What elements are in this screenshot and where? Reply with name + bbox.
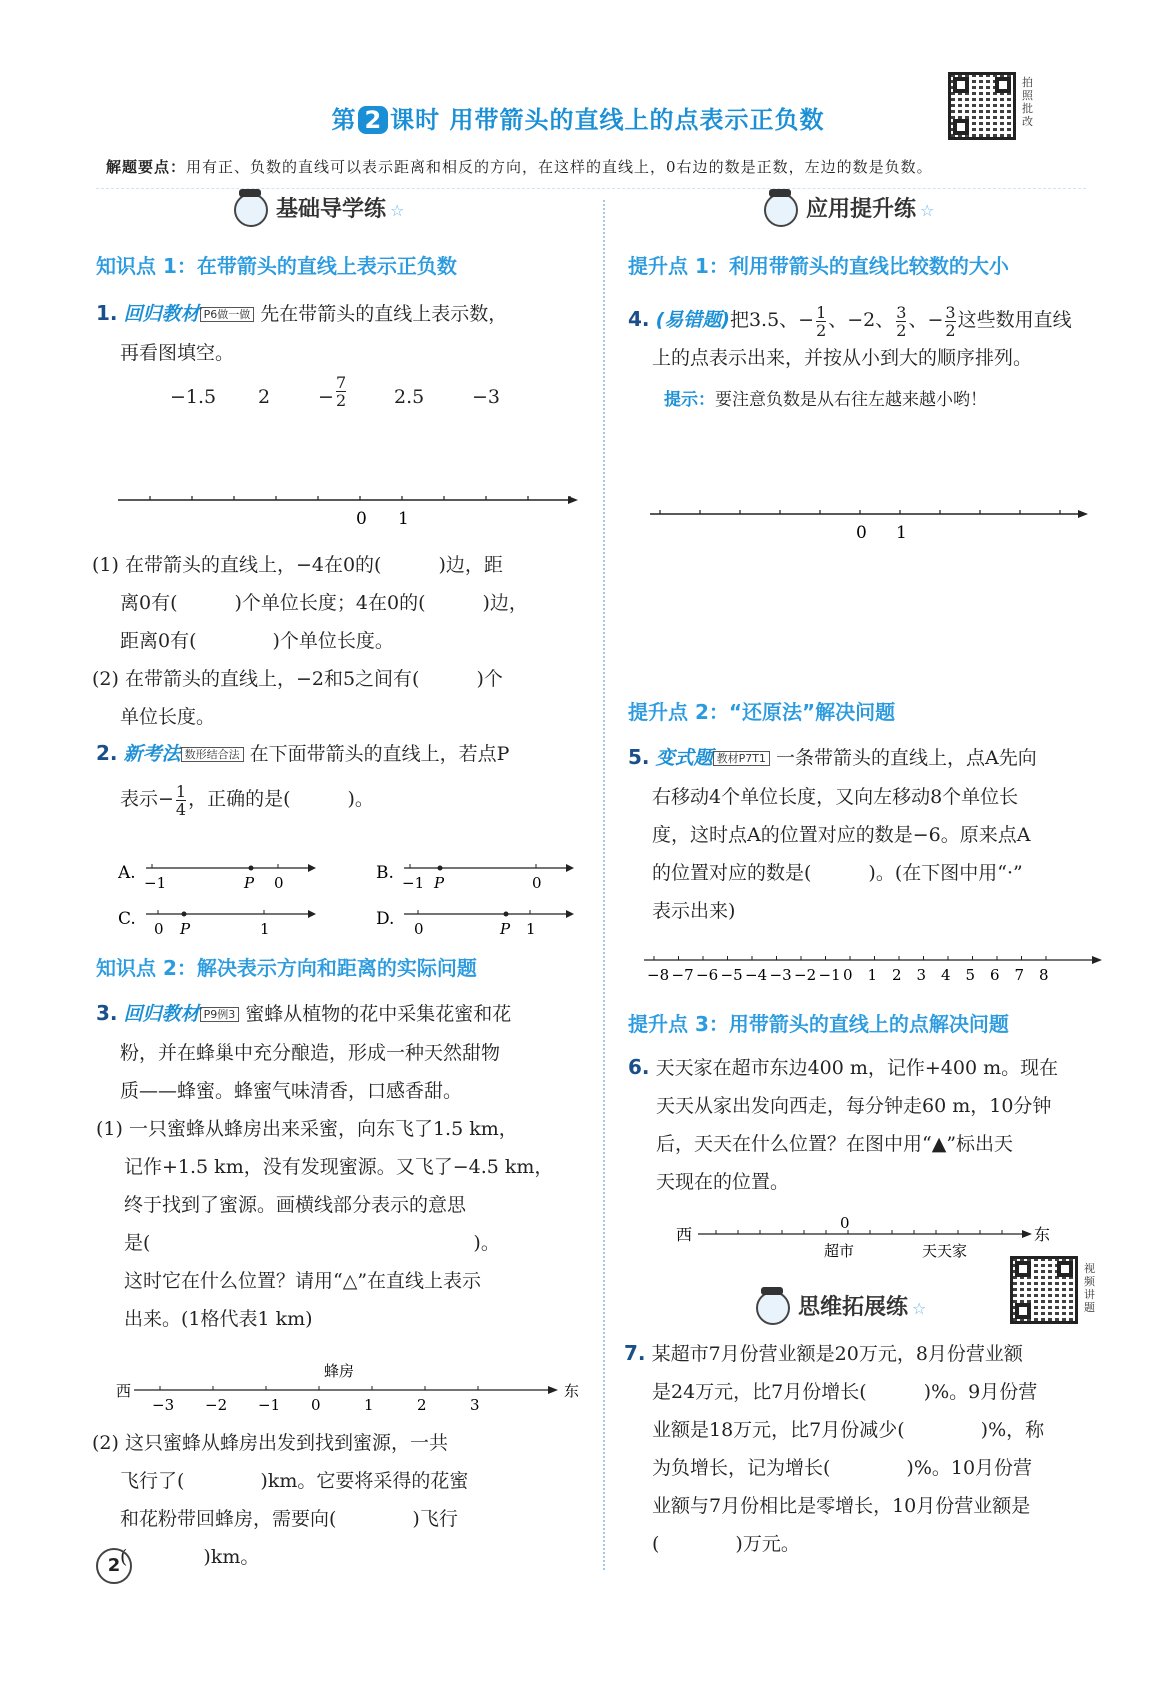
question-number: 2. — [96, 741, 118, 765]
question-text: 在下面带箭头的直线上，若点P — [249, 743, 510, 765]
solving-tips — [106, 156, 933, 177]
axis-west-label: 西 — [116, 1382, 132, 1400]
question-number: 4. — [628, 307, 650, 331]
mascot-icon — [756, 1291, 790, 1325]
q3-part2 — [92, 1424, 588, 1576]
tips-text: 用有正、负数的直线可以表示距离和相反的方向，在这样的直线上，0右边的数是正数，左边的数是负数。 — [186, 158, 933, 176]
axis-home-label: 天天家 — [922, 1242, 968, 1260]
axis-tick-label: −7 — [671, 966, 694, 984]
q1-fraction: $\frac{7}{2}$ — [336, 373, 347, 410]
axis-tick-label: 3 — [916, 966, 927, 984]
axis-tick-label: −4 — [745, 966, 768, 984]
axis-label-one: 1 — [398, 509, 409, 528]
knowledge-point-1: 知识点 1：在带箭头的直线上表示正负数 — [96, 254, 457, 278]
axis-tick-label: −5 — [720, 966, 743, 984]
question-text: 蜜蜂从植物的花中采集花蜜和花 — [245, 1003, 512, 1025]
question-tag: 回归教材 — [123, 1003, 200, 1025]
q6-number-line[interactable] — [676, 1214, 1056, 1264]
section-apply-title: 应用提升练 — [806, 197, 917, 222]
question-number: 5. — [628, 745, 650, 769]
knowledge-point-2: 知识点 2：解决表示方向和距离的实际问题 — [96, 956, 477, 980]
improve-point-2: 提升点 2：“还原法”解决问题 — [628, 700, 896, 724]
svg-text:A.: A. — [118, 863, 136, 883]
axis-tick-label: 5 — [965, 966, 976, 984]
question-tag-ref: P6做一做 — [200, 307, 255, 322]
q3-number-line[interactable] — [116, 1360, 586, 1420]
svg-text:C.: C. — [118, 909, 136, 929]
star-icon: ☆ — [390, 201, 405, 220]
axis-tick-label: 0 — [843, 966, 853, 984]
q3-part1-line: 出来。(1格代表1 km) — [124, 1308, 313, 1330]
question-text: 后，天天在什么位置？在图中用“▲”标出天 — [656, 1133, 1014, 1155]
svg-text:−1: −1 — [144, 874, 167, 892]
svg-text:B.: B. — [376, 863, 394, 883]
q1-part1-line: (1) 在带箭头的直线上，−4在0的( )边，距 — [92, 554, 503, 576]
axis-tick-label: −6 — [696, 966, 719, 984]
q4-fraction: $\frac{1}{2}$ — [816, 302, 827, 340]
question-1 — [96, 294, 576, 372]
question-number: 3. — [96, 1001, 118, 1025]
q1-number-line[interactable] — [118, 488, 578, 528]
svg-text:−1: −1 — [402, 874, 425, 892]
svg-text:0: 0 — [414, 920, 424, 938]
section-basic-title: 基础导学练 — [276, 197, 387, 222]
title-prefix: 第 — [331, 106, 357, 134]
question-text: ，正确的是( )。 — [188, 788, 374, 810]
svg-text:1: 1 — [260, 920, 270, 938]
svg-text:P: P — [244, 874, 255, 892]
option-d[interactable] — [376, 909, 574, 938]
q4-fraction: $\frac{3}{2}$ — [945, 302, 956, 340]
axis-tick-label: −3 — [769, 966, 792, 984]
question-3 — [96, 994, 586, 1338]
q3-part1-line: 是( )。 — [124, 1232, 500, 1254]
svg-text:1: 1 — [526, 920, 536, 938]
star-icon: ☆ — [912, 1299, 927, 1318]
q3-part2-line: (2) 这只蜜蜂从蜂房出发到找到蜜源，一共 — [92, 1432, 448, 1454]
q1-part1-line: 距离0有( )个单位长度。 — [120, 630, 394, 652]
lesson-number: 2 — [358, 106, 388, 134]
q1-value: −1.5 — [170, 386, 217, 408]
section-thinking-title: 思维拓展练 — [798, 1295, 909, 1320]
column-divider — [603, 200, 605, 1570]
improve-point-3: 提升点 3：用带箭头的直线上的点解决问题 — [628, 1012, 1009, 1036]
question-text: 天现在的位置。 — [656, 1171, 790, 1193]
question-text: 为负增长，记为增长( )%。10月份营 — [652, 1457, 1033, 1479]
question-tag: 回归教材 — [123, 303, 200, 325]
improve-point-1: 提升点 1：利用带箭头的直线比较数的大小 — [628, 254, 1009, 278]
axis-east-label: 东 — [1034, 1225, 1051, 1244]
question-text: 业额是18万元，比7月份减少( )%，称 — [652, 1419, 1045, 1441]
section-thinking-heading — [756, 1290, 926, 1325]
section-apply-heading — [764, 192, 934, 227]
mascot-icon — [234, 193, 268, 227]
question-tag: 新考法 — [123, 743, 181, 765]
question-text: 粉，并在蜂巢中充分酿造，形成一种天然甜物 — [120, 1042, 501, 1064]
star-icon: ☆ — [920, 201, 935, 220]
svg-text:D.: D. — [376, 909, 395, 929]
axis-label-zero: 0 — [856, 523, 867, 542]
question-text: 一条带箭头的直线上，点A先向 — [775, 747, 1037, 769]
q4-fraction: $\frac{3}{2}$ — [896, 302, 907, 340]
axis-tick-label: 4 — [941, 966, 951, 984]
q4-hint — [628, 381, 1108, 419]
question-text: 度，这时点A的位置对应的数是−6。原来点A — [652, 824, 1031, 846]
question-text: 业额与7月份相比是零增长，10月份营业额是 — [652, 1495, 1031, 1517]
page-number: 2 — [96, 1548, 132, 1584]
axis-tick-label: −2 — [205, 1396, 228, 1414]
q3-part2-line: ( )km。 — [120, 1546, 260, 1568]
axis-west-label: 西 — [676, 1225, 693, 1244]
axis-east-label: 东 — [564, 1382, 580, 1400]
mascot-icon — [764, 193, 798, 227]
question-2 — [96, 734, 586, 818]
svg-text:P: P — [180, 920, 191, 938]
axis-tick-label: −8 — [647, 966, 670, 984]
q2-fraction: $\frac{1}{4}$ — [175, 781, 187, 819]
question-text: 再看图填空。 — [120, 342, 235, 364]
axis-tick-label: 7 — [1014, 966, 1025, 984]
question-text: ( )万元。 — [652, 1533, 800, 1555]
svg-text:0: 0 — [154, 920, 164, 938]
question-text: 某超市7月份营业额是20万元，8月份营业额 — [651, 1343, 1023, 1365]
q3-part1-line: 这时它在什么位置？请用“△”在直线上表示 — [124, 1270, 482, 1292]
question-text: 质——蜂蜜。蜂蜜气味清香，口感香甜。 — [120, 1080, 463, 1102]
option-b[interactable] — [376, 863, 574, 892]
axis-tick-label: −1 — [818, 966, 841, 984]
axis-tick-label: 0 — [311, 1396, 321, 1414]
hint-label: 提示： — [664, 390, 715, 410]
axis-tick-label: 2 — [892, 966, 902, 984]
svg-text:P: P — [500, 920, 511, 938]
q3-part2-line: 飞行了( )km。它要将采得的花蜜 — [120, 1470, 469, 1492]
question-7 — [624, 1334, 1108, 1563]
q4-number-line[interactable] — [650, 502, 1090, 542]
axis-tick-label: 1 — [867, 966, 878, 984]
question-tag: (易错题) — [655, 309, 730, 331]
axis-label-zero: 0 — [356, 509, 367, 528]
title-suffix: 课时 用带箭头的直线上的点表示正负数 — [390, 106, 825, 134]
axis-tick-label: −3 — [152, 1396, 175, 1414]
axis-tick-label: 3 — [470, 1396, 480, 1414]
question-4 — [628, 300, 1108, 419]
question-text: 表示− — [120, 788, 174, 810]
q3-part2-line: 和花粉带回蜂房，需要向( )飞行 — [120, 1508, 458, 1530]
question-text: 上的点表示出来，并按从小到大的顺序排列。 — [652, 347, 1033, 369]
question-tag-ref: 数形结合法 — [181, 747, 244, 762]
axis-tick-label: 8 — [1039, 966, 1049, 984]
qr-caption-video: 视频讲题 — [1084, 1262, 1095, 1314]
question-text: 天天从家出发向西走，每分钟走60 m，10分钟 — [656, 1095, 1052, 1117]
q1-value: − — [318, 386, 334, 408]
question-number: 6. — [628, 1055, 650, 1079]
svg-text:0: 0 — [274, 874, 284, 892]
question-tag-ref: P9例3 — [200, 1007, 240, 1022]
qr-code-top[interactable] — [948, 72, 1016, 140]
axis-tick-label: 6 — [990, 966, 1000, 984]
q3-part1-line: 记作+1.5 km，没有发现蜜源。又飞了−4.5 km， — [124, 1156, 554, 1178]
axis-hive-label: 蜂房 — [324, 1362, 355, 1380]
question-text: 的位置对应的数是( )。(在下图中用“·” — [652, 862, 1023, 884]
question-number: 1. — [96, 301, 118, 325]
axis-tick-label: 2 — [417, 1396, 427, 1414]
question-tag: 变式题 — [655, 747, 713, 769]
question-text: 表示出来) — [652, 900, 736, 922]
question-text: 是24万元，比7月份增长( )%。9月份营 — [652, 1381, 1038, 1403]
svg-text:P: P — [434, 874, 445, 892]
question-text: 、−2、 — [828, 309, 895, 331]
question-5 — [628, 738, 1108, 930]
q1-subquestions — [92, 546, 588, 736]
q1-part2-line: (2) 在带箭头的直线上，−2和5之间有( )个 — [92, 668, 503, 690]
section-basic-heading — [234, 192, 404, 227]
hint-text: 要注意负数是从右往左越来越小哟！ — [715, 390, 987, 410]
q1-value: −3 — [472, 386, 501, 408]
question-number: 7. — [624, 1341, 646, 1365]
question-6 — [628, 1048, 1108, 1201]
question-text: 、− — [908, 309, 944, 331]
q1-value: 2 — [258, 386, 271, 408]
axis-label-zero: 0 — [840, 1214, 850, 1232]
q1-value: 2.5 — [394, 386, 425, 408]
question-text: 这些数用直线 — [957, 309, 1072, 331]
axis-tick-label: −2 — [794, 966, 817, 984]
question-text: 先在带箭头的直线上表示数， — [260, 303, 508, 325]
axis-tick-label: −1 — [258, 1396, 281, 1414]
option-a[interactable] — [118, 863, 316, 892]
q5-number-line[interactable] — [644, 950, 1104, 990]
question-text: 把3.5、− — [729, 309, 815, 331]
axis-label-one: 1 — [896, 523, 907, 542]
question-tag-ref: 教材P7T1 — [713, 751, 770, 766]
option-c[interactable] — [118, 909, 316, 938]
tips-label: 解题要点： — [106, 158, 187, 176]
question-text: 天天家在超市东边400 m，记作+400 m。现在 — [655, 1057, 1059, 1079]
svg-text:0: 0 — [532, 874, 542, 892]
question-text: 右移动4个单位长度，又向左移动8个单位长 — [652, 786, 1019, 808]
q3-part1-line: 终于找到了蜜源。画横线部分表示的意思 — [124, 1194, 467, 1216]
q2-options — [118, 852, 588, 942]
qr-code-video[interactable] — [1010, 1256, 1078, 1324]
axis-tick-label: 1 — [364, 1396, 374, 1414]
qr-caption-top: 拍照批改 — [1022, 76, 1033, 128]
q1-part1-line: 离0有( )个单位长度；4在0的( )边， — [120, 592, 528, 614]
q1-part2-line: 单位长度。 — [120, 706, 216, 728]
axis-market-label: 超市 — [824, 1242, 855, 1260]
q3-part1-line: (1) 一只蜜蜂从蜂房出来采蜜，向东飞了1.5 km， — [96, 1118, 518, 1140]
